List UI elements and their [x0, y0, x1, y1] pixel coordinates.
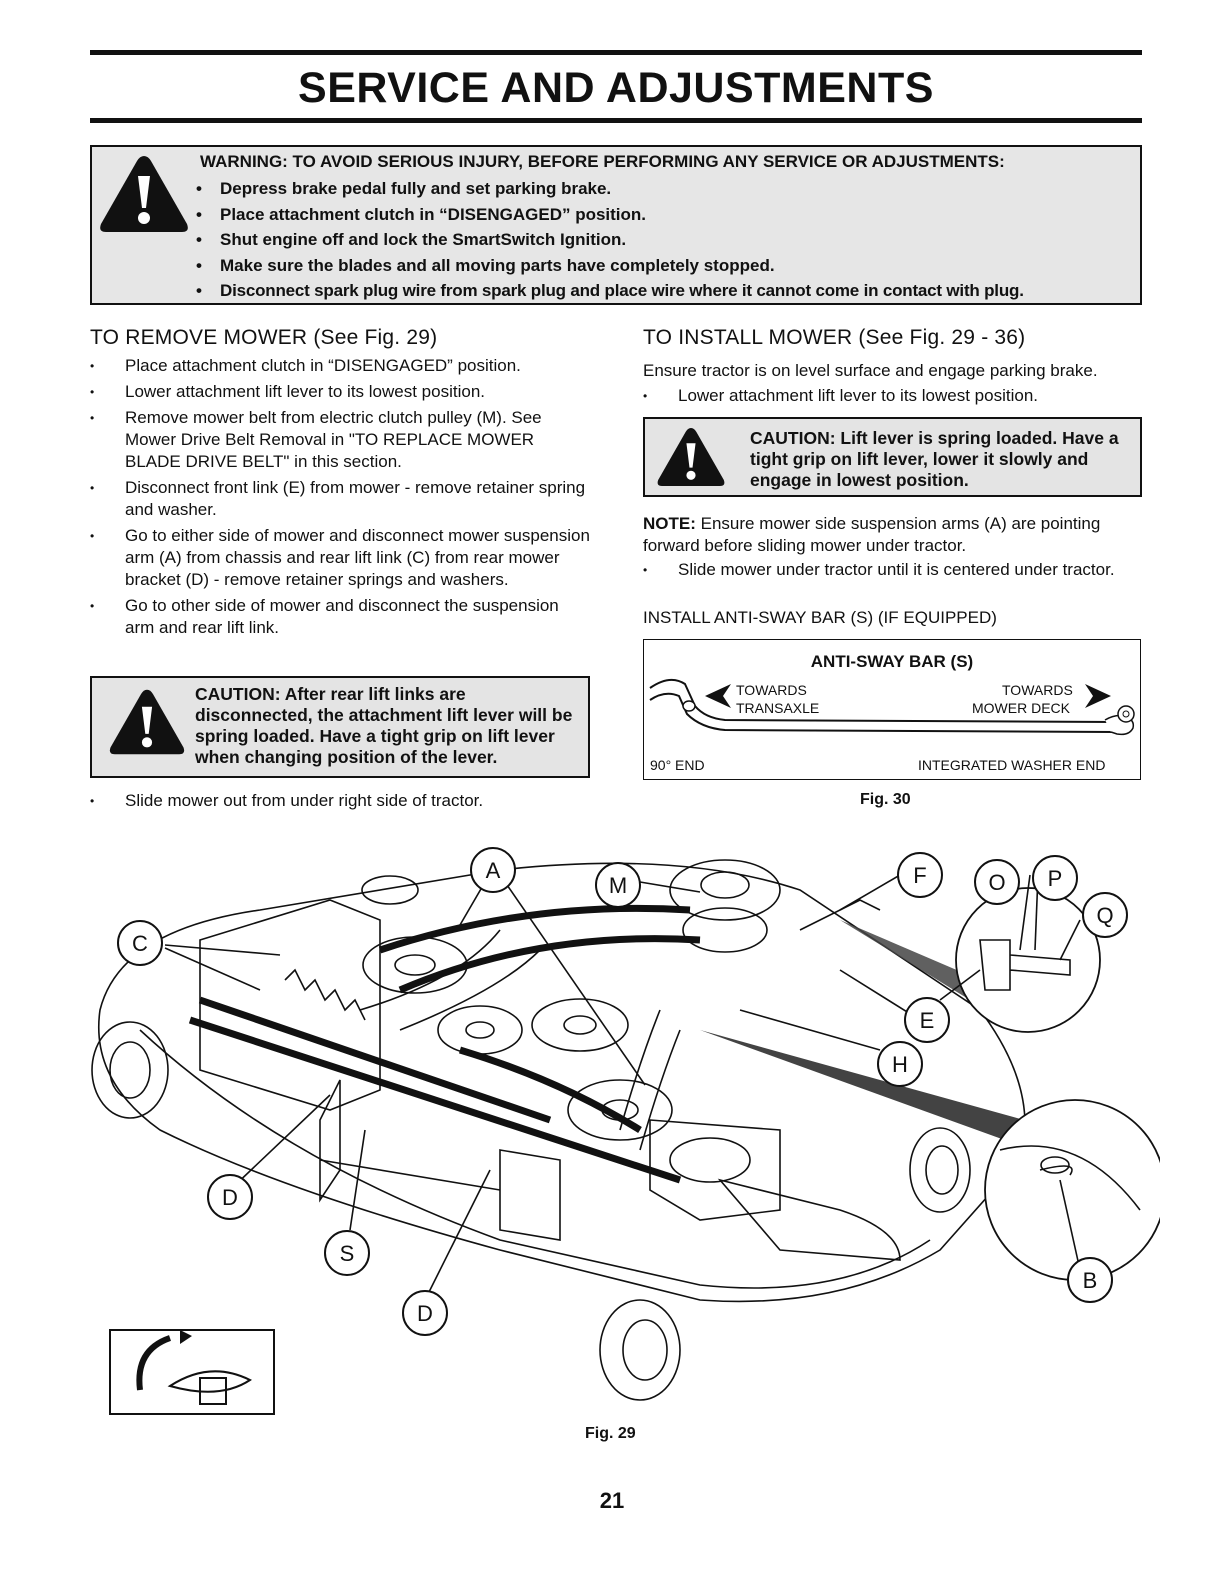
title-underline: [90, 118, 1142, 123]
list-item: • Go to other side of mower and disconnect the suspension arm and rear lift link.: [90, 595, 590, 639]
install-step2: [643, 559, 1143, 585]
note-text: Ensure mower side suspension arms (A) are pointing forward before sliding mower under tractor.: [643, 514, 1101, 555]
list-item: • Lower attachment lift lever to its lowest position.: [90, 381, 590, 403]
fig30-right-label-1: TOWARDS: [1002, 682, 1073, 698]
list-item: • Go to either side of mower and disconnect mower suspension arm (A) from chassis and rear lift link (C) from rear mower bracket (D) - remove retainer springs and washers.: [90, 525, 590, 591]
callout-c-label: C: [132, 931, 148, 956]
install-note: [643, 513, 1143, 557]
list-item: • Place attachment clutch in “DISENGAGED” position.: [90, 355, 590, 377]
anti-sway-heading: INSTALL ANTI-SWAY BAR (S) (IF EQUIPPED): [643, 608, 997, 627]
caution-triangle-icon: [655, 425, 727, 489]
page-title: SERVICE AND ADJUSTMENTS: [298, 64, 934, 112]
warning-heading: WARNING: TO AVOID SERIOUS INJURY, BEFORE PERFORMING ANY SERVICE OR ADJUSTMENTS:: [200, 152, 1005, 171]
callout-d-center-label: D: [417, 1301, 433, 1326]
warning-item: • Depress brake pedal fully and set parking brake.: [196, 176, 1024, 202]
install-caution-text: CAUTION: Lift lever is spring loaded. Have a tight grip on lift lever, lower it slowly and engage in lowest position.: [750, 428, 1119, 490]
page-number: 21: [599, 1488, 625, 1513]
caution-triangle-icon: [108, 686, 186, 758]
fig30-right-label-2: MOWER DECK: [972, 700, 1070, 716]
remove-mower-final: [90, 790, 590, 816]
callout-d-left-label: D: [222, 1185, 238, 1210]
install-step1: [643, 385, 1143, 411]
list-item: • Slide mower under tractor until it is centered under tractor.: [643, 559, 1143, 581]
callout-b-label: B: [1082, 1268, 1098, 1293]
warning-item: • Make sure the blades and all moving parts have completely stopped.: [196, 253, 1024, 279]
install-mower-heading: TO INSTALL MOWER (See Fig. 29 - 36): [643, 326, 1026, 349]
callout-s-label: S: [339, 1241, 355, 1266]
top-rule: [90, 50, 1142, 55]
remove-mower-steps: [90, 355, 590, 643]
warning-triangle-icon: [98, 152, 190, 236]
fig30-caption: Fig. 30: [860, 791, 911, 808]
list-item: • Remove mower belt from electric clutch pulley (M). See Mower Drive Belt Removal in "TO REPLACE MOWER BLADE DRIVE BELT" in this section.: [90, 407, 590, 473]
warning-list: [196, 176, 1024, 304]
warning-item: • Shut engine off and lock the SmartSwitch Ignition.: [196, 227, 1024, 253]
callout-m-label: M: [608, 873, 628, 898]
install-intro: Ensure tractor is on level surface and engage parking brake.: [643, 361, 1098, 380]
list-item: • Slide mower out from under right side of tractor.: [90, 790, 590, 812]
fig29-caption: Fig. 29: [585, 1425, 636, 1442]
warning-item: • Place attachment clutch in “DISENGAGED” position.: [196, 202, 1024, 228]
list-item: • Disconnect front link (E) from mower - remove retainer spring and washer.: [90, 477, 590, 521]
callout-q-label: Q: [1096, 903, 1114, 928]
fig30-title: ANTI-SWAY BAR (S): [810, 652, 974, 671]
list-item: • Lower attachment lift lever to its lowest position.: [643, 385, 1143, 407]
callout-a-label: A: [485, 858, 501, 883]
warning-item: • Disconnect spark plug wire from spark plug and place wire where it cannot come in contact with plug.: [196, 278, 1024, 304]
fig30-left-label-2: TRANSAXLE: [736, 700, 820, 716]
note-label: NOTE:: [643, 514, 696, 533]
callout-p-label: P: [1047, 866, 1063, 891]
fig30-right-end: INTEGRATED WASHER END: [918, 757, 1106, 773]
remove-mower-heading: TO REMOVE MOWER (See Fig. 29): [90, 326, 438, 349]
callout-o-label: O: [988, 870, 1006, 895]
fig30-left-label-1: TOWARDS: [736, 682, 807, 698]
callout-h-label: H: [892, 1052, 908, 1077]
fig29-callouts: [80, 830, 1160, 1420]
remove-caution-text: CAUTION: After rear lift links are disconnected, the attachment lift lever will be spring loaded. Have a tight grip on lift lever when changing position of the lever.: [195, 684, 573, 767]
fig30-left-end: 90° END: [650, 757, 705, 773]
callout-e-label: E: [919, 1008, 935, 1033]
callout-f-label: F: [913, 863, 927, 888]
